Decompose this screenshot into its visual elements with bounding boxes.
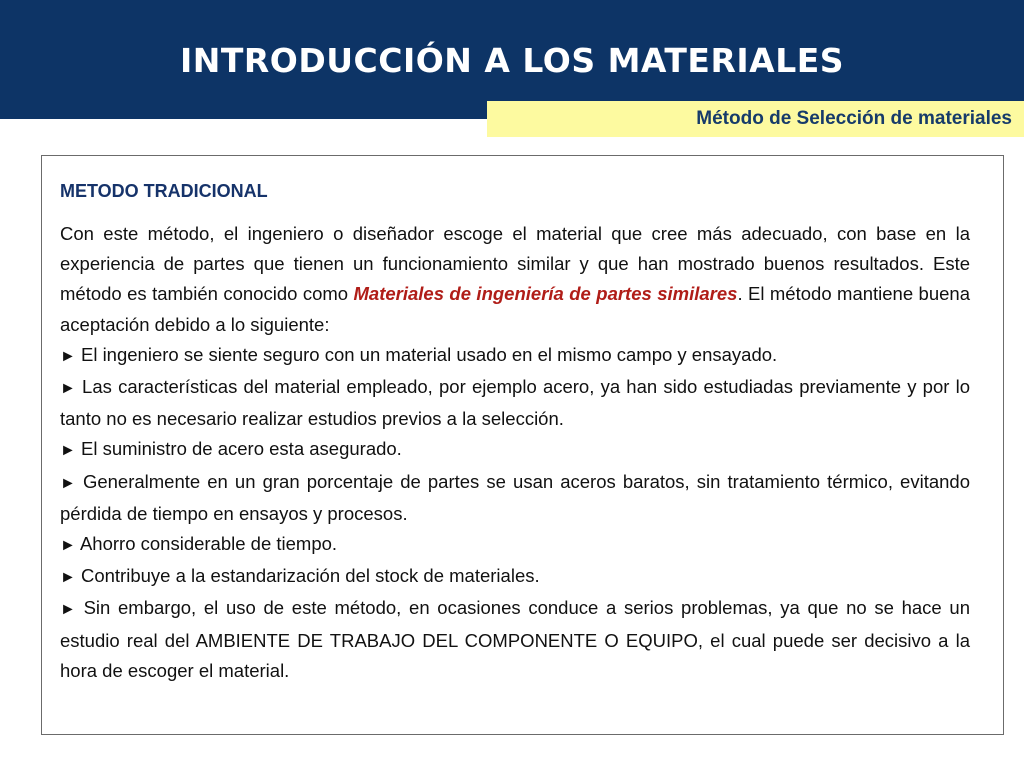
bullet-item: [60, 593, 970, 686]
bullet-item: [60, 372, 970, 434]
bullet-text: Las características del material empleado, por ejemplo acero, ya han sido estudiadas previamente y por lo tanto no es necesario realizar estudios previos a la selección.: [60, 376, 970, 430]
bullet-text: Contribuye a la estandarización del stock de materiales.: [80, 565, 540, 587]
body-text: [60, 219, 970, 686]
slide-title: INTRODUCCIÓN A LOS MATERIALES: [179, 41, 845, 80]
bullet-item: [60, 340, 970, 372]
bullet-text: El ingeniero se siente seguro con un material usado en el mismo campo y ensayado.: [80, 343, 778, 365]
slide-subtitle: Método de Selección de materiales: [696, 108, 1012, 129]
intro-paragraph: [60, 219, 970, 340]
bullet-pointer-icon: ►: [60, 537, 76, 555]
bullet-text: Ahorro considerable de tiempo.: [79, 533, 338, 555]
bullet-pointer-icon: ►: [60, 569, 76, 587]
bullet-pointer-icon: ►: [60, 601, 76, 619]
emphasis-method-name: Materiales de ingeniería de partes similares: [353, 283, 738, 305]
bullet-pointer-icon: ►: [60, 442, 76, 460]
bullet-text: Generalmente en un gran porcentaje de partes se usan aceros baratos, sin tratamiento térmico, evitando pérdida de tiempo en ensayos y procesos.: [60, 470, 970, 524]
subtitle-banner: [487, 101, 1024, 137]
bullet-item: [60, 529, 970, 561]
bullet-pointer-icon: ►: [60, 380, 76, 398]
bullet-item: [60, 434, 970, 466]
content-box: [41, 155, 1004, 735]
bullet-pointer-icon: ►: [60, 474, 76, 492]
section-heading: METODO TRADICIONAL: [60, 181, 268, 201]
intro-text-part2: . El método mantiene buena aceptación debido a lo siguiente:: [60, 283, 971, 335]
intro-text-part1: Con este método, el ingeniero o diseñador escoge el material que cree más adecuado, con base en la experiencia de partes que tienen un funcionamiento similar y que han mostrado buenos resultados. Este método es también conocido como: [60, 223, 970, 305]
bullet-pointer-icon: ►: [60, 347, 76, 365]
bullet-text: El suministro de acero esta asegurado.: [80, 438, 402, 460]
bullet-item: [60, 561, 970, 593]
bullet-item: [60, 467, 970, 529]
bullet-text: Sin embargo, el uso de este método, en ocasiones conduce a serios problemas, ya que no se hace un estudio real del AMBIENTE DE TRABAJO DEL COMPONENTE O EQUIPO, el cual puede ser decisivo a la hora de escoger el material.: [60, 597, 970, 681]
